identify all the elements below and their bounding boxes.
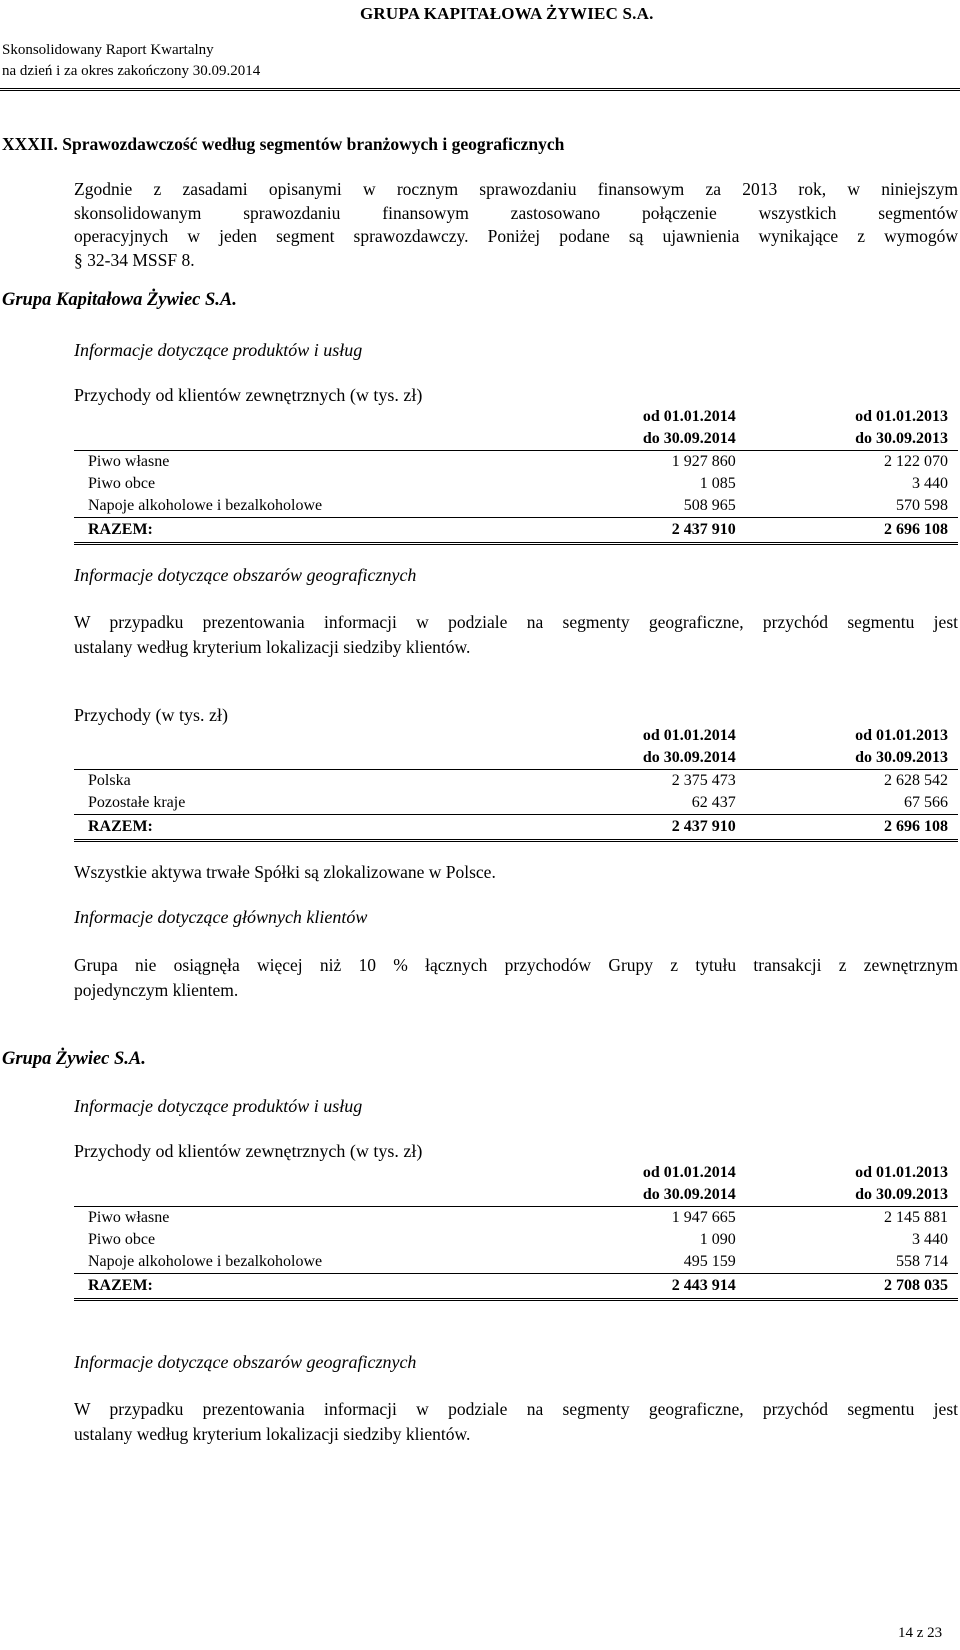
table-header-row (74, 747, 958, 770)
row-value-2013: 558 714 (896, 1253, 948, 1270)
table-row (74, 1229, 958, 1251)
row-value-2014: 1 090 (699, 1231, 736, 1248)
col-header-2014: od 01.01.2014 (642, 727, 736, 744)
total-value-2014: 2 443 914 (510, 1274, 747, 1300)
intro-line: Zgodnie z zasadami opisanymi w rocznym sprawozdaniu finansowym za 2013 rok, w niniejszym (74, 179, 958, 199)
group2-products-heading: Informacje dotyczące produktów i usług (74, 1096, 363, 1116)
header-divider (0, 88, 960, 91)
total-value-2013: 2 696 108 (748, 815, 958, 841)
row-value-2014: 1 085 (699, 475, 736, 492)
group1-revenue-heading: Przychody od klientów zewnętrznych (w tys. zł) (74, 385, 423, 405)
group1-geo-revenue-heading: Przychody (w tys. zł) (74, 705, 228, 725)
row-label: Piwo obce (88, 475, 156, 492)
row-label: Napoje alkoholowe i bezalkoholowe (88, 497, 323, 514)
table-row (74, 1251, 958, 1274)
group1-products-heading: Informacje dotyczące produktów i usług (74, 340, 363, 360)
clients-text-line: Grupa nie osiągnęła więcej niż 10 % łącznych przychodów Grupy z tytułu transakcji z zewnętrznym (74, 955, 958, 975)
group2-revenue-heading: Przychody od klientów zewnętrznych (w tys. zł) (74, 1141, 423, 1161)
row-value-2014: 62 437 (691, 794, 736, 811)
row-value-2013: 2 628 542 (884, 772, 948, 789)
col-header-2013: do 30.09.2013 (748, 428, 958, 451)
row-value-2014: 1 927 860 (671, 453, 736, 470)
row-value-2013: 2 145 881 (884, 1209, 948, 1226)
total-value-2013: 2 708 035 (748, 1274, 958, 1300)
row-value-2013: 3 440 (912, 475, 948, 492)
group1-geo-table (74, 725, 958, 842)
table-row (74, 451, 958, 474)
table-row (74, 1207, 958, 1230)
intro-line: § 32-34 MSSF 8. (74, 249, 195, 270)
section-title: XXXII. Sprawozdawczość według segmentów branżowych i geograficznych (2, 134, 565, 154)
col-header-2013: od 01.01.2013 (855, 1164, 948, 1181)
table-total-row (74, 518, 958, 544)
group1-clients-heading: Informacje dotyczące głównych klientów (74, 907, 368, 927)
table-header-row (74, 1184, 958, 1207)
row-value-2013: 3 440 (912, 1231, 948, 1248)
total-value-2014: 2 437 910 (510, 518, 747, 544)
row-value-2014: 2 375 473 (671, 772, 736, 789)
group2-products-table (74, 1162, 958, 1301)
group1-products-table (74, 406, 958, 545)
group2-geo-text (74, 1397, 958, 1447)
header-company: GRUPA KAPITAŁOWA ŻYWIEC S.A. (360, 4, 654, 23)
col-header-2013: od 01.01.2013 (855, 727, 948, 744)
geo-text-line: ustalany według kryterium lokalizacji siedziby klientów. (74, 637, 471, 657)
group1-geo-heading: Informacje dotyczące obszarów geograficznych (74, 565, 417, 585)
row-value-2014: 1 947 665 (671, 1209, 736, 1226)
row-label: Piwo własne (88, 453, 170, 470)
col-header-2014: od 01.01.2014 (642, 408, 736, 425)
total-value-2013: 2 696 108 (748, 518, 958, 544)
table-header-row (74, 428, 958, 451)
total-label: RAZEM: (74, 1274, 510, 1300)
header-report-period: na dzień i za okres zakończony 30.09.2014 (2, 63, 261, 79)
row-value-2014: 508 965 (683, 497, 736, 514)
table-header-row (74, 1162, 958, 1184)
row-label: Piwo obce (88, 1231, 156, 1248)
row-value-2013: 2 122 070 (884, 453, 948, 470)
geo-text-line: W przypadku prezentowania informacji w podziale na segmenty geograficzne, przychód segmentu jest (74, 612, 958, 632)
row-label: Polska (88, 772, 131, 789)
group1-title: Grupa Kapitałowa Żywiec S.A. (2, 290, 237, 310)
col-header-2014: od 01.01.2014 (642, 1164, 736, 1181)
table-row (74, 792, 958, 815)
row-value-2014: 495 159 (683, 1253, 736, 1270)
table-header-row (74, 725, 958, 747)
table-total-row (74, 1274, 958, 1300)
geo-text-line: W przypadku prezentowania informacji w podziale na segmenty geograficzne, przychód segmentu jest (74, 1399, 958, 1419)
total-value-2014: 2 437 910 (510, 815, 747, 841)
table-row (74, 495, 958, 518)
row-label: Pozostałe kraje (88, 794, 186, 811)
table-header-row (74, 406, 958, 428)
total-label: RAZEM: (74, 518, 510, 544)
intro-line: operacyjnych w jeden segment sprawozdawczy. Poniżej podane są ujawnienia wynikające z wymogów (74, 226, 958, 246)
row-label: Piwo własne (88, 1209, 170, 1226)
table-row (74, 473, 958, 495)
col-header-2014: do 30.09.2014 (510, 1184, 747, 1207)
group2-title: Grupa Żywiec S.A. (2, 1049, 146, 1069)
intro-line: skonsolidowanym sprawozdaniu finansowym zastosowano połączenie wszystkich segmentów (74, 202, 958, 223)
row-label: Napoje alkoholowe i bezalkoholowe (88, 1253, 323, 1270)
col-header-2014: do 30.09.2014 (510, 747, 747, 770)
header-report-title: Skonsolidowany Raport Kwartalny (2, 42, 214, 58)
row-value-2013: 570 598 (896, 497, 948, 514)
col-header-2014: do 30.09.2014 (510, 428, 747, 451)
table-row (74, 770, 958, 793)
total-label: RAZEM: (74, 815, 510, 841)
page-number: 14 z 23 (898, 1625, 943, 1641)
col-header-2013: do 30.09.2013 (748, 747, 958, 770)
table-total-row (74, 815, 958, 841)
geo-text-line: ustalany według kryterium lokalizacji siedziby klientów. (74, 1424, 471, 1444)
intro-paragraph (74, 178, 958, 272)
clients-text-line: pojedynczym klientem. (74, 980, 239, 1000)
group1-clients-text (74, 953, 958, 1003)
col-header-2013: do 30.09.2013 (748, 1184, 958, 1207)
assets-note: Wszystkie aktywa trwałe Spółki są zlokalizowane w Polsce. (74, 862, 496, 882)
group1-geo-text (74, 610, 958, 660)
col-header-2013: od 01.01.2013 (855, 408, 948, 425)
group2-geo-heading: Informacje dotyczące obszarów geograficznych (74, 1352, 417, 1372)
row-value-2013: 67 566 (904, 794, 948, 811)
